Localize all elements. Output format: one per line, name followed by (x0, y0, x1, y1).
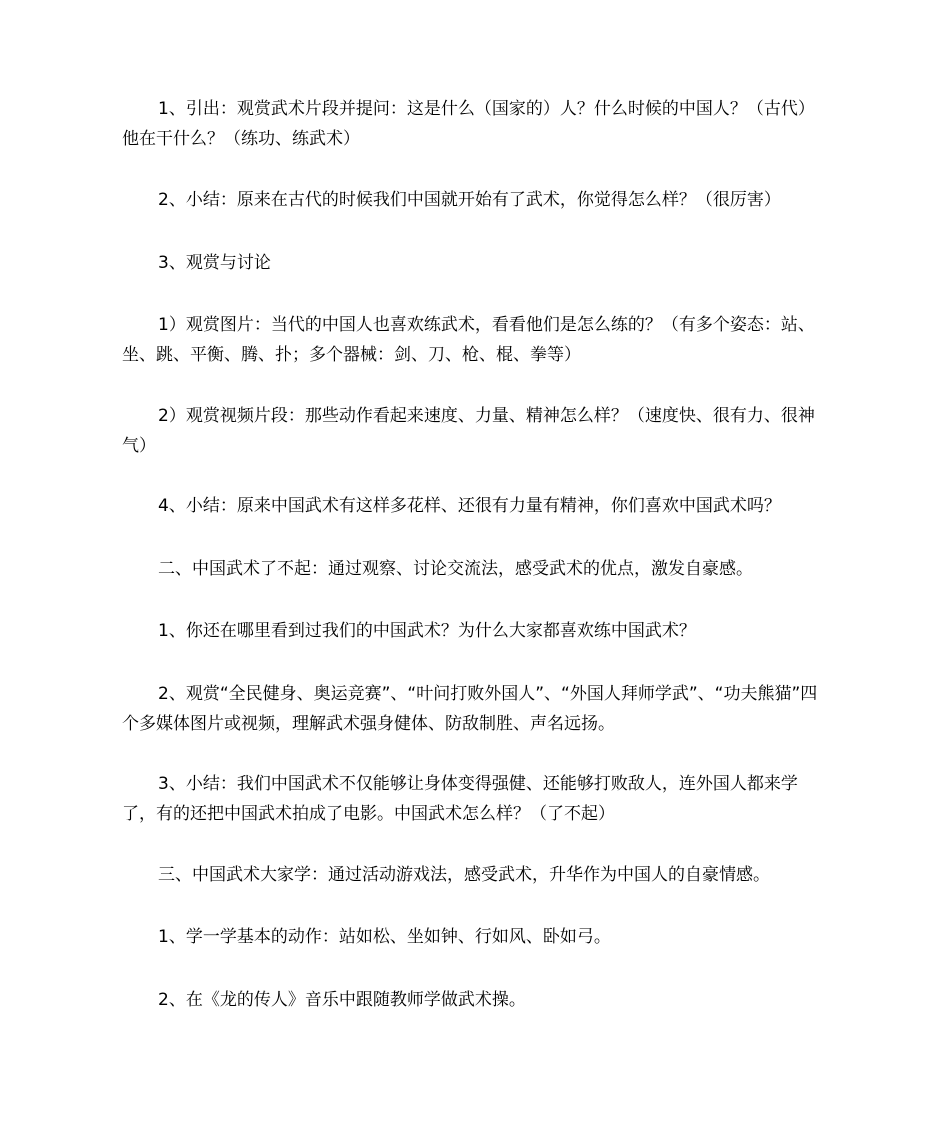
paragraph-section-two: 二、中国武术了不起：通过观察、讨论交流法，感受武术的优点，激发自豪感。 (158, 559, 753, 579)
paragraph-intro: 1、引出：观赏武术片段并提问：这是什么（国家的）人？什么时候的中国人？（古代）他在干什么？（练功、练武术） (122, 99, 815, 149)
paragraph-summary-1: 2、小结：原来在古代的时候我们中国就开始有了武术，你觉得怎么样？（很厉害） (158, 190, 781, 210)
paragraph-section-three: 三、中国武术大家学：通过活动游戏法，感受武术，升华作为中国人的自豪情感。 (158, 865, 770, 885)
paragraph-view-pictures: 1）观赏图片：当代的中国人也喜欢练武术，看看他们是怎么练的？（有多个姿态：站、坐、跳、平衡、腾、扑；多个器械：剑、刀、枪、棍、拳等） (122, 315, 815, 365)
paragraph-where-seen: 1、你还在哪里看到过我们的中国武术？为什么大家都喜欢练中国武术？ (158, 621, 696, 641)
paragraph-summary-4: 4、小结：原来中国武术有这样多花样、还很有力量有精神，你们喜欢中国武术吗？ (158, 496, 781, 516)
paragraph-summary-3: 3、小结：我们中国武术不仅能够让身体变得强健、还能够打败敌人，连外国人都来学了，有的还把中国武术拍成了电影。中国武术怎么样？（了不起） (122, 774, 798, 824)
paragraph-appreciate-discuss: 3、观赏与讨论 (158, 253, 271, 273)
paragraph-view-video: 2）观赏视频片段：那些动作看起来速度、力量、精神怎么样？（速度快、很有力、很神气） (122, 406, 815, 456)
paragraph-music-exercise: 2、在《龙的传人》音乐中跟随教师学做武术操。 (158, 990, 526, 1010)
paragraph-multimedia: 2、观赏“全民健身、奥运竞赛”、“叶问打败外国人”、“外国人拜师学武”、“功夫熊猫”四个多媒体图片或视频，理解武术强身健体、防敌制胜、声名远扬。 (122, 684, 818, 734)
paragraph-basic-moves: 1、学一学基本的动作：站如松、坐如钟、行如风、卧如弓。 (158, 927, 611, 947)
